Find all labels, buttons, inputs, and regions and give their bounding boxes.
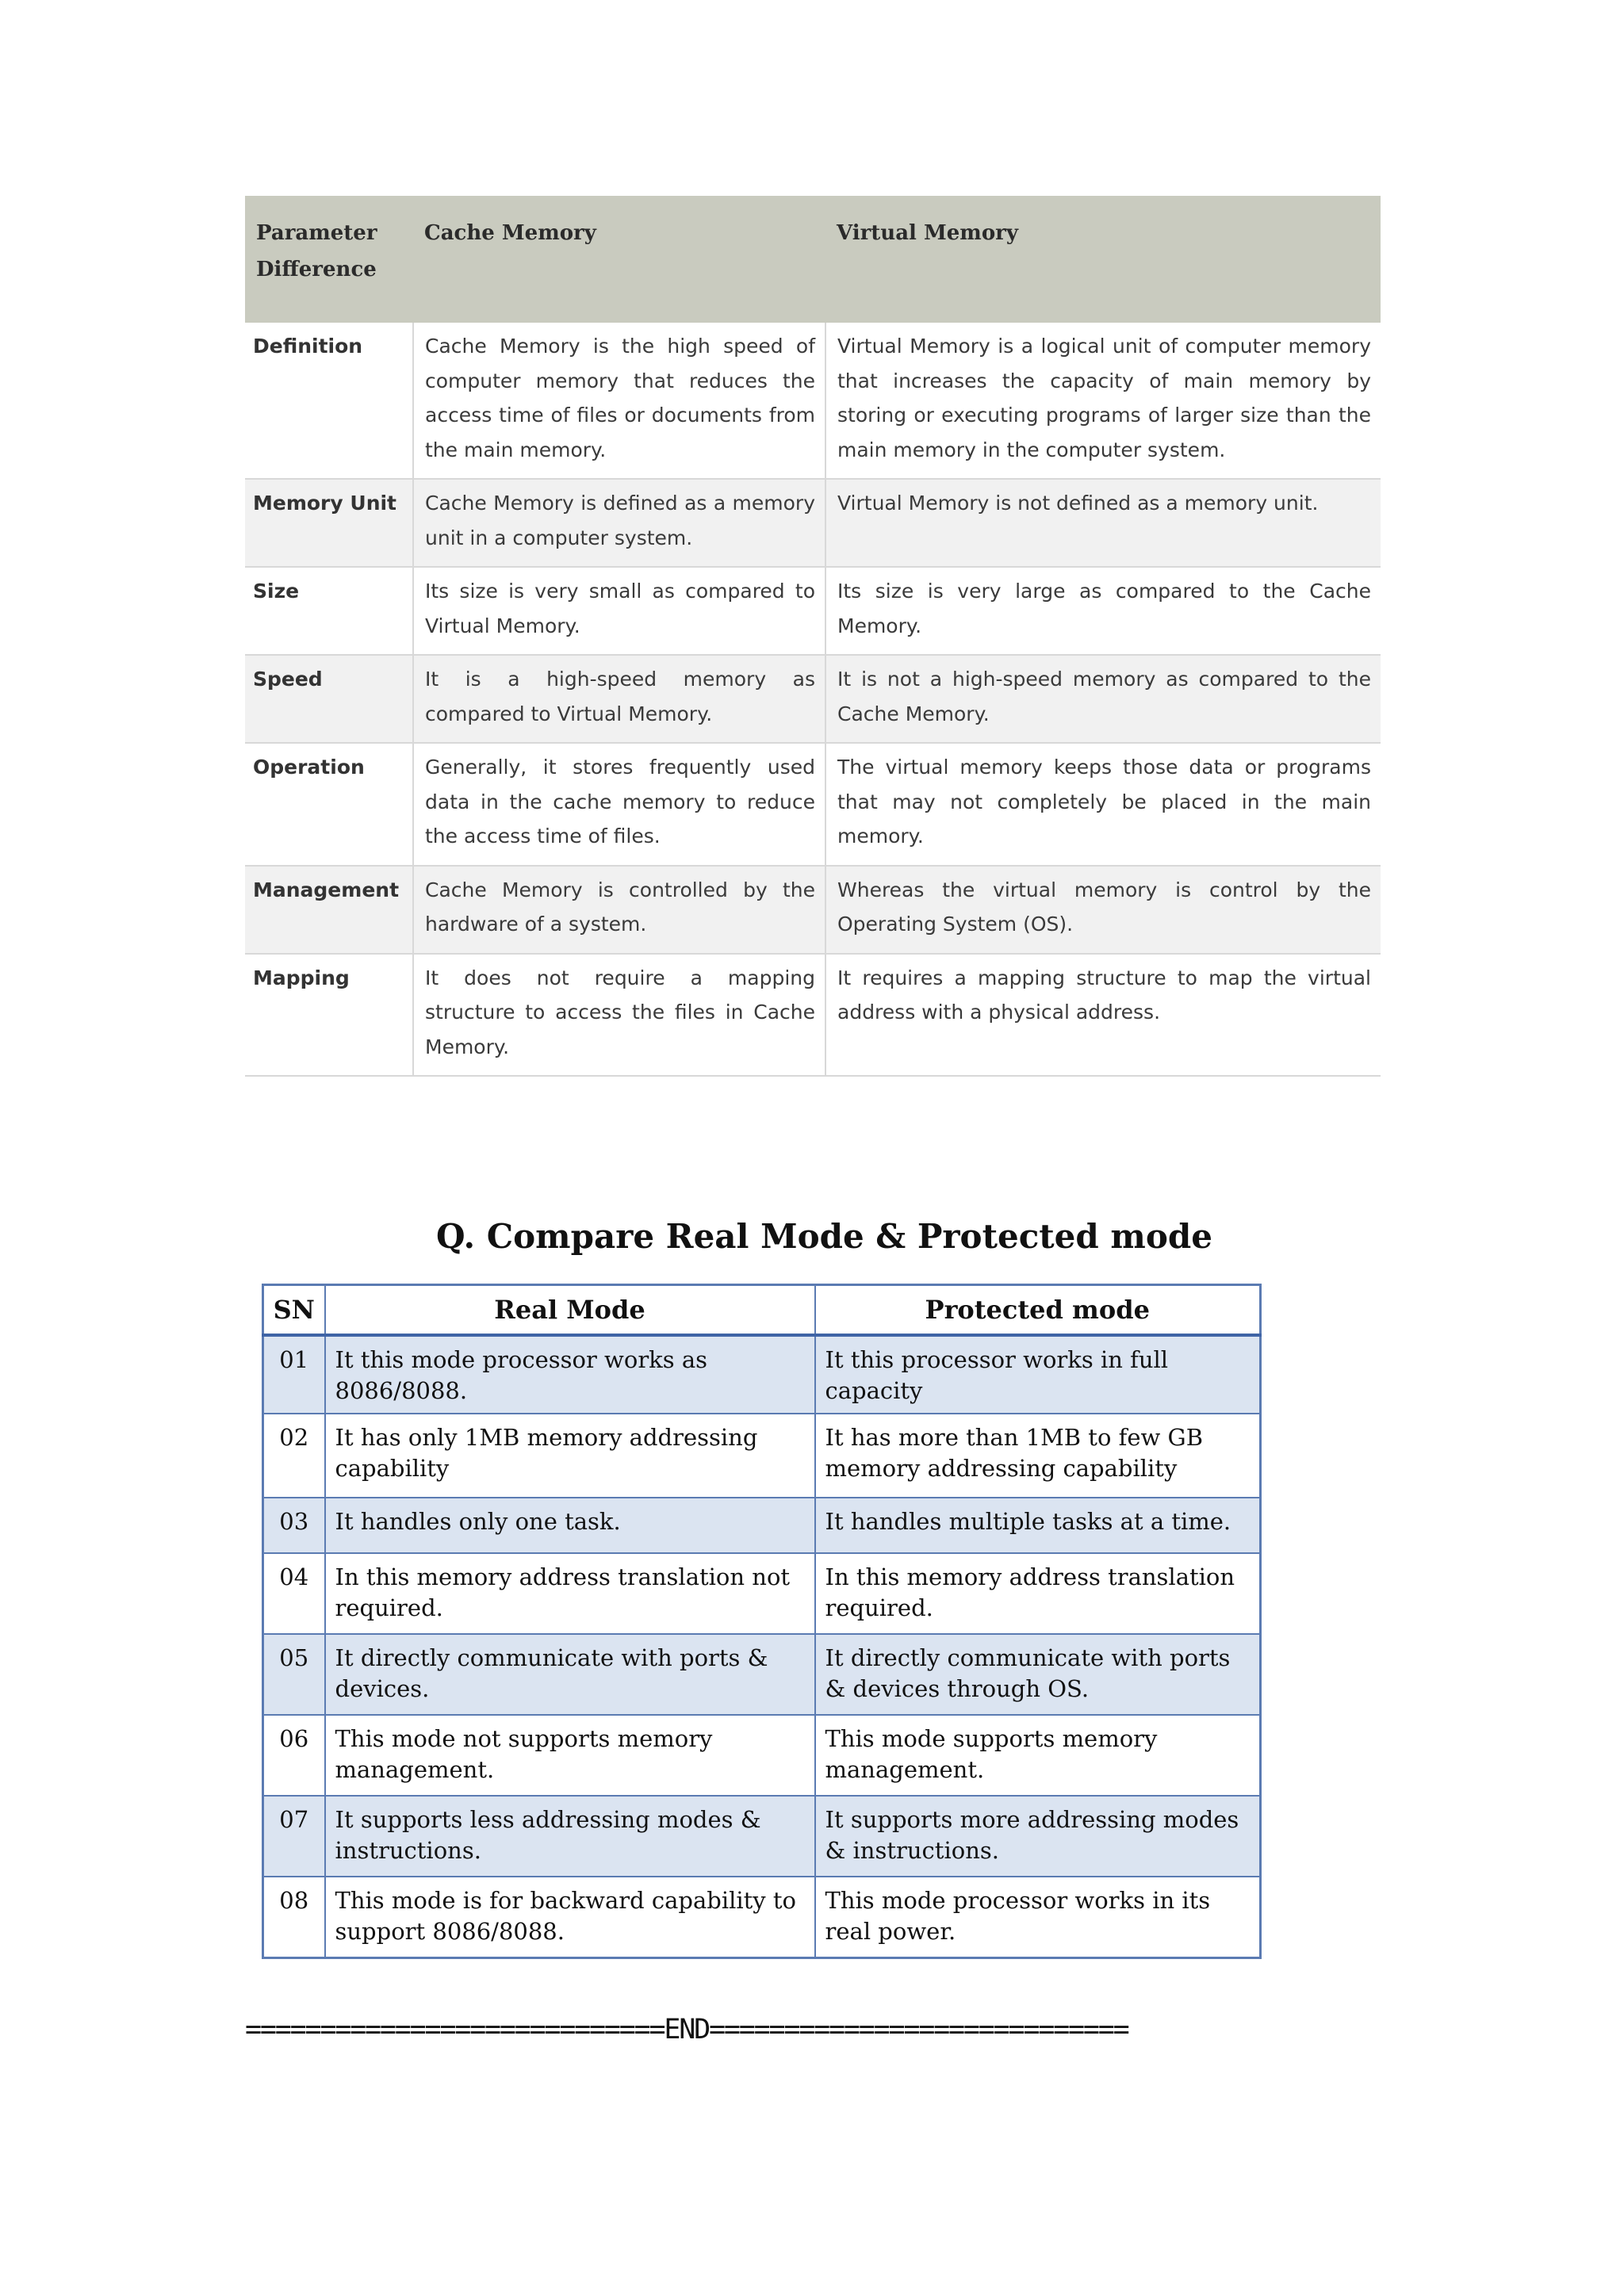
row-param: Definition: [245, 323, 413, 479]
row-real: It this mode processor works as 8086/8088.: [325, 1335, 815, 1414]
row-virtual: The virtual memory keeps those data or programs that may not completely be placed in the main memory.: [825, 743, 1381, 866]
row-protected: In this memory address translation required.: [815, 1553, 1261, 1634]
cache-vs-virtual-table: [245, 196, 1381, 1077]
row-protected: It directly communicate with ports & devices through OS.: [815, 1634, 1261, 1715]
row-cache: Cache Memory is controlled by the hardware of a system.: [413, 866, 825, 954]
table-row: [245, 866, 1381, 954]
row-real: It has only 1MB memory addressing capability: [325, 1414, 815, 1498]
row-param: Operation: [245, 743, 413, 866]
row-protected: It this processor works in full capacity: [815, 1335, 1261, 1414]
row-sn: 02: [263, 1414, 325, 1498]
row-sn: 01: [263, 1335, 325, 1414]
row-virtual: It requires a mapping structure to map the virtual address with a physical address.: [825, 954, 1381, 1077]
table-header-row: [245, 196, 1381, 323]
table-row: [245, 743, 1381, 866]
table-header-row: [263, 1285, 1261, 1336]
table-row: [263, 1498, 1261, 1553]
row-sn: 04: [263, 1553, 325, 1634]
row-real: It handles only one task.: [325, 1498, 815, 1553]
end-marker: ============================END============================: [245, 2014, 1128, 2045]
header-protected-mode: Protected mode: [815, 1285, 1261, 1336]
row-virtual: Its size is very large as compared to the Cache Memory.: [825, 567, 1381, 655]
row-cache: Cache Memory is the high speed of computer memory that reduces the access time of files or documents from the main memory.: [413, 323, 825, 479]
real-vs-protected-table: [262, 1284, 1262, 1959]
row-virtual: It is not a high-speed memory as compared to the Cache Memory.: [825, 655, 1381, 743]
table-row: [245, 323, 1381, 479]
table-row: [263, 1796, 1261, 1877]
row-sn: 06: [263, 1715, 325, 1796]
table-row: [245, 567, 1381, 655]
row-virtual: Virtual Memory is not defined as a memory unit.: [825, 479, 1381, 567]
row-cache: It does not require a mapping structure to access the files in Cache Memory.: [413, 954, 825, 1077]
row-protected: It supports more addressing modes & instructions.: [815, 1796, 1261, 1877]
table-row: [263, 1715, 1261, 1796]
table-row: [263, 1335, 1261, 1414]
row-protected: It handles multiple tasks at a time.: [815, 1498, 1261, 1553]
table-row: [245, 954, 1381, 1077]
section-title: Q. Compare Real Mode & Protected mode: [436, 1217, 1212, 1256]
row-param: Speed: [245, 655, 413, 743]
table-row: [245, 655, 1381, 743]
row-param: Mapping: [245, 954, 413, 1077]
table-row: [245, 479, 1381, 567]
table-row: [263, 1634, 1261, 1715]
row-sn: 03: [263, 1498, 325, 1553]
row-real: In this memory address translation not required.: [325, 1553, 815, 1634]
row-real: It directly communicate with ports & devices.: [325, 1634, 815, 1715]
row-param: Size: [245, 567, 413, 655]
row-virtual: Virtual Memory is a logical unit of computer memory that increases the capacity of main memory by storing or executing programs of larger size than the main memory in the computer system.: [825, 323, 1381, 479]
table-row: [263, 1414, 1261, 1498]
row-real: This mode not supports memory management.: [325, 1715, 815, 1796]
row-sn: 05: [263, 1634, 325, 1715]
row-cache: It is a high-speed memory as compared to Virtual Memory.: [413, 655, 825, 743]
header-virtual-memory: Virtual Memory: [825, 196, 1381, 323]
table-row: [263, 1553, 1261, 1634]
row-cache: Cache Memory is defined as a memory unit in a computer system.: [413, 479, 825, 567]
row-param: Management: [245, 866, 413, 954]
row-param: Memory Unit: [245, 479, 413, 567]
row-cache: Generally, it stores frequently used data in the cache memory to reduce the access time of files.: [413, 743, 825, 866]
row-sn: 07: [263, 1796, 325, 1877]
row-virtual: Whereas the virtual memory is control by the Operating System (OS).: [825, 866, 1381, 954]
row-protected: This mode processor works in its real power.: [815, 1877, 1261, 1957]
header-sn: SN: [263, 1285, 325, 1336]
header-real-mode: Real Mode: [325, 1285, 815, 1336]
table-row: [263, 1877, 1261, 1957]
row-real: This mode is for backward capability to support 8086/8088.: [325, 1877, 815, 1957]
row-sn: 08: [263, 1877, 325, 1957]
row-protected: It has more than 1MB to few GB memory addressing capability: [815, 1414, 1261, 1498]
header-parameter-difference: Parameter Difference: [245, 196, 413, 323]
row-real: It supports less addressing modes & instructions.: [325, 1796, 815, 1877]
row-cache: Its size is very small as compared to Virtual Memory.: [413, 567, 825, 655]
row-protected: This mode supports memory management.: [815, 1715, 1261, 1796]
header-cache-memory: Cache Memory: [413, 196, 825, 323]
